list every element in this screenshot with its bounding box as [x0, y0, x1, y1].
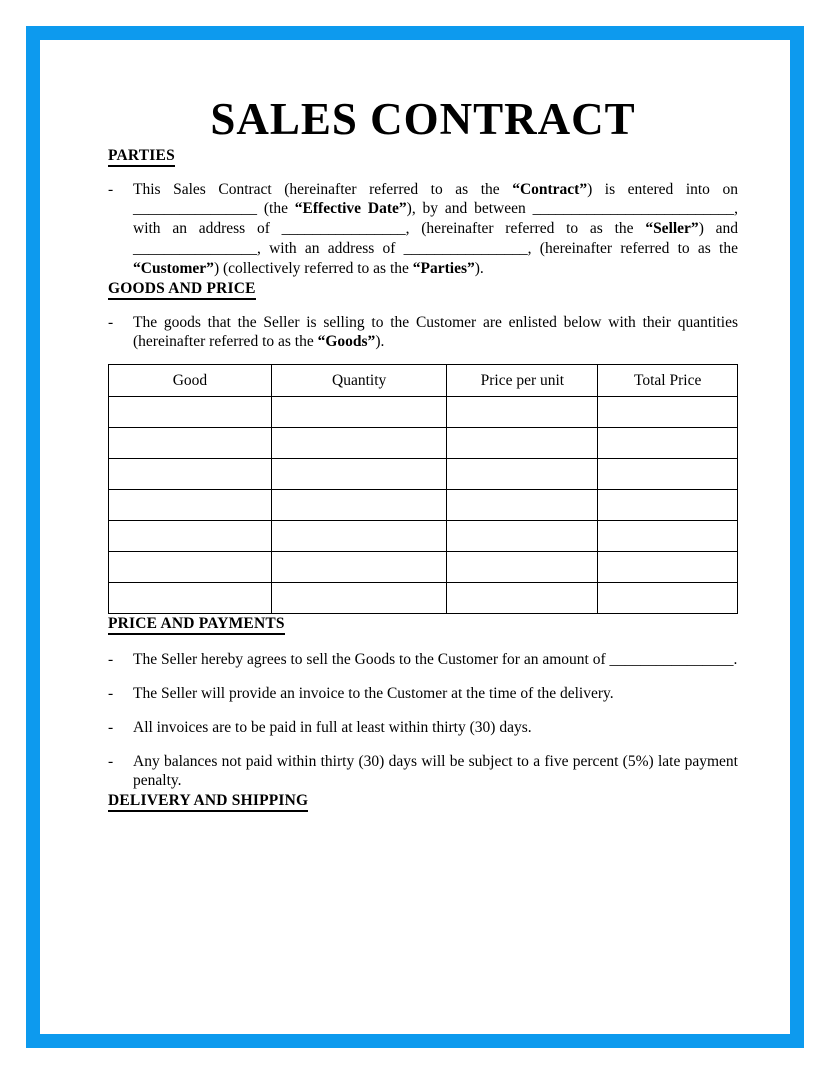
goods-table-empty-cell: [271, 583, 446, 614]
bullet-dash: -: [108, 718, 114, 736]
section-heading-price-and-payments: [108, 614, 738, 634]
goods-table-header-price-per-unit: Price per unit: [447, 365, 598, 397]
goods-table-empty-cell: [109, 397, 272, 428]
goods-table-empty-cell: [109, 583, 272, 614]
goods-table-row: [109, 428, 738, 459]
section-heading-delivery-and-shipping-label: DELIVERY AND SHIPPING: [108, 792, 308, 812]
document-title: SALES CONTRACT: [210, 94, 636, 144]
payment-clause-text: All invoices are to be paid in full at least within thirty (30) days.: [133, 718, 532, 736]
bullet-dash: -: [108, 180, 114, 198]
section-heading-goods-and-price-label: GOODS AND PRICE: [108, 280, 256, 300]
goods-table-empty-cell: [447, 397, 598, 428]
goods-table-empty-cell: [598, 521, 738, 552]
goods-table-empty-cell: [271, 397, 446, 428]
goods-table-empty-cell: [447, 428, 598, 459]
section-heading-goods-and-price: [108, 279, 738, 299]
goods-table-empty-cell: [109, 552, 272, 583]
goods-table-empty-cell: [109, 521, 272, 552]
parties-clause: [108, 180, 738, 279]
goods-table-empty-cell: [598, 397, 738, 428]
goods-clause: [108, 313, 738, 353]
goods-table-empty-cell: [598, 428, 738, 459]
section-heading-delivery-and-shipping: [108, 791, 738, 811]
goods-table-header-total-price: Total Price: [598, 365, 738, 397]
section-heading-price-and-payments-label: PRICE AND PAYMENTS: [108, 615, 285, 635]
goods-table-header-quantity: Quantity: [271, 365, 446, 397]
section-heading-parties-label: PARTIES: [108, 147, 175, 167]
goods-table-empty-cell: [271, 490, 446, 521]
payment-clause-text: The Seller will provide an invoice to the Customer at the time of the delivery.: [133, 684, 614, 702]
goods-table-header-good: Good: [109, 365, 272, 397]
bullet-dash: -: [108, 684, 114, 702]
goods-table-empty-cell: [447, 521, 598, 552]
payment-clause: [108, 718, 738, 738]
payment-clause: [108, 650, 738, 670]
goods-table-row: [109, 552, 738, 583]
goods-table-empty-cell: [271, 459, 446, 490]
goods-table-body: [109, 397, 738, 614]
goods-table-row: [109, 583, 738, 614]
payment-clause: [108, 684, 738, 704]
goods-table-empty-cell: [598, 583, 738, 614]
goods-table-empty-cell: [109, 490, 272, 521]
bullet-dash: -: [108, 752, 114, 770]
goods-table-empty-cell: [271, 552, 446, 583]
goods-table-empty-cell: [598, 552, 738, 583]
goods-table-row: [109, 397, 738, 428]
goods-table-empty-cell: [271, 521, 446, 552]
goods-table-empty-cell: [447, 583, 598, 614]
goods-table-empty-cell: [598, 459, 738, 490]
goods-table-row: [109, 521, 738, 552]
page-border-frame: [26, 26, 804, 1048]
section-heading-parties: [108, 146, 738, 166]
goods-table-empty-cell: [109, 459, 272, 490]
goods-table-empty-cell: [109, 428, 272, 459]
parties-clause-text: This Sales Contract (hereinafter referred to as the “Contract”) is entered into on ________________ (the “Effective Date”), by and between __________________________, with an address of ________________, (hereinafter referred to as the “Seller”) and ________________, with an address of ________________, (hereinafter referred to as the “Customer”) (collectively referred to as the “Parties”).: [133, 180, 738, 277]
goods-table-empty-cell: [447, 552, 598, 583]
goods-table-row: [109, 459, 738, 490]
payment-clause-text: The Seller hereby agrees to sell the Goods to the Customer for an amount of ________________.: [133, 651, 738, 669]
goods-table-empty-cell: [271, 428, 446, 459]
payment-clause: [108, 752, 738, 792]
goods-table-row: [109, 490, 738, 521]
goods-table-empty-cell: [447, 490, 598, 521]
goods-table-empty-cell: [447, 459, 598, 490]
contract-page: [108, 40, 738, 811]
goods-table: [108, 364, 738, 614]
bullet-dash: -: [108, 313, 114, 331]
bullet-dash: -: [108, 651, 114, 669]
goods-table-header-row: [109, 365, 738, 397]
payment-clause-text: Any balances not paid within thirty (30) days will be subject to a five percent (5%) late payment penalty.: [133, 752, 738, 790]
goods-clause-text: The goods that the Seller is selling to the Customer are enlisted below with their quantities (hereinafter referred to as the “Goods”).: [133, 313, 738, 351]
goods-table-empty-cell: [598, 490, 738, 521]
